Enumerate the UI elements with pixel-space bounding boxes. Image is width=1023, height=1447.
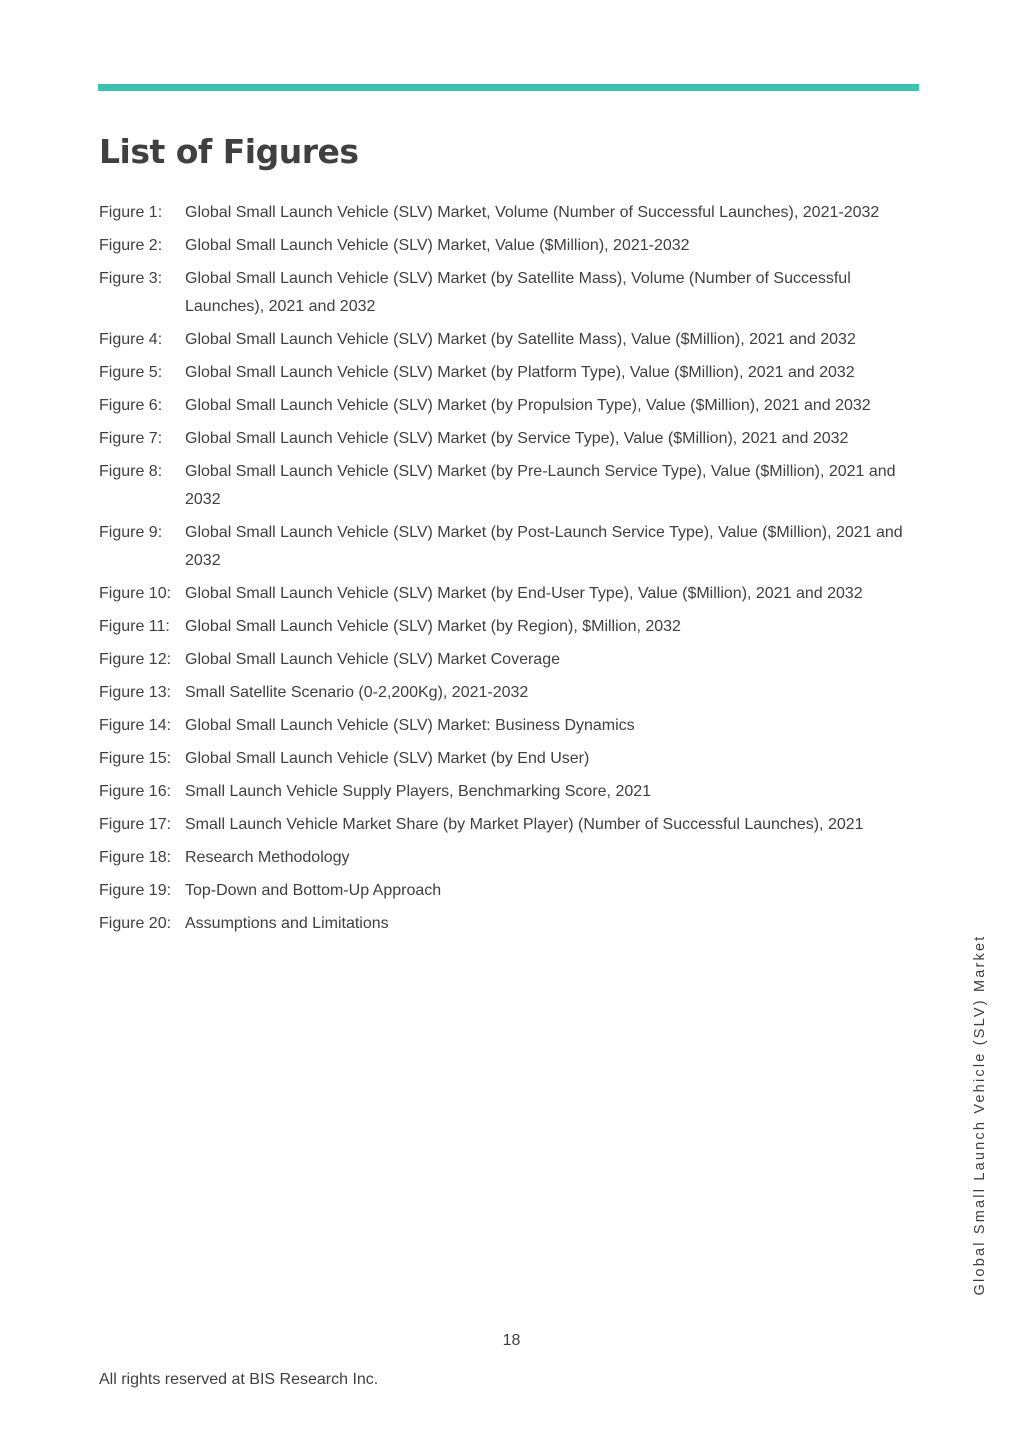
figure-entry xyxy=(99,519,921,575)
figure-number: Figure 20: xyxy=(99,915,172,932)
figure-caption: Global Small Launch Vehicle (SLV) Market (by Platform Type), Value ($Million), 2021 and 2032 xyxy=(185,364,855,381)
figure-caption: Top-Down and Bottom-Up Approach xyxy=(185,882,442,899)
figure-entry xyxy=(99,877,921,905)
figure-caption: Global Small Launch Vehicle (SLV) Market (by Service Type), Value ($Million), 2021 and 2032 xyxy=(185,430,849,447)
figure-entry xyxy=(99,712,921,740)
figure-entry xyxy=(99,232,921,260)
footer-copyright: All rights reserved at BIS Research Inc. xyxy=(99,1371,379,1388)
figure-number: Figure 3: xyxy=(99,270,163,287)
figure-list xyxy=(99,199,921,943)
figure-caption: Small Satellite Scenario (0-2,200Kg), 2021-2032 xyxy=(185,684,529,701)
figure-number: Figure 5: xyxy=(99,364,163,381)
figure-number: Figure 1: xyxy=(99,204,163,221)
figure-number: Figure 19: xyxy=(99,882,172,899)
figure-number: Figure 11: xyxy=(99,618,170,635)
figure-caption: Global Small Launch Vehicle (SLV) Market, Volume (Number of Successful Launches), 2021-2032 xyxy=(185,204,880,221)
figure-caption: Global Small Launch Vehicle (SLV) Market (by Pre-Launch Service Type), Value ($Million), 2021 and 2032 xyxy=(185,463,896,508)
figure-number: Figure 2: xyxy=(99,237,163,254)
page-title: List of Figures xyxy=(99,132,359,171)
figure-entry xyxy=(99,425,921,453)
figure-caption: Global Small Launch Vehicle (SLV) Market, Value ($Million), 2021-2032 xyxy=(185,237,690,254)
figure-entry xyxy=(99,326,921,354)
figure-entry xyxy=(99,910,921,938)
figure-number: Figure 15: xyxy=(99,750,172,767)
figure-number: Figure 7: xyxy=(99,430,163,447)
figure-caption: Global Small Launch Vehicle (SLV) Market (by Region), $Million, 2032 xyxy=(185,618,681,635)
figure-entry xyxy=(99,265,921,321)
figure-entry xyxy=(99,778,921,806)
figure-number: Figure 16: xyxy=(99,783,172,800)
figure-number: Figure 9: xyxy=(99,524,163,541)
figure-entry xyxy=(99,646,921,674)
figure-caption: Global Small Launch Vehicle (SLV) Market (by End-User Type), Value ($Million), 2021 and 2032 xyxy=(185,585,863,602)
figure-entry xyxy=(99,613,921,641)
figure-number: Figure 10: xyxy=(99,585,172,602)
header-accent-rule xyxy=(98,84,919,91)
side-running-title: Global Small Launch Vehicle (SLV) Market xyxy=(972,934,988,1296)
figure-entry xyxy=(99,844,921,872)
figure-caption: Assumptions and Limitations xyxy=(185,915,389,932)
figure-number: Figure 6: xyxy=(99,397,163,414)
figure-caption: Global Small Launch Vehicle (SLV) Market (by Propulsion Type), Value ($Million), 2021 and 2032 xyxy=(185,397,871,414)
figure-caption: Global Small Launch Vehicle (SLV) Market: Business Dynamics xyxy=(185,717,635,734)
figure-caption: Small Launch Vehicle Supply Players, Benchmarking Score, 2021 xyxy=(185,783,652,800)
figure-number: Figure 14: xyxy=(99,717,172,734)
figure-entry xyxy=(99,199,921,227)
figure-number: Figure 17: xyxy=(99,816,172,833)
figure-number: Figure 13: xyxy=(99,684,172,701)
figure-entry xyxy=(99,359,921,387)
figure-number: Figure 8: xyxy=(99,463,163,480)
figure-number: Figure 4: xyxy=(99,331,163,348)
figure-caption: Small Launch Vehicle Market Share (by Market Player) (Number of Successful Launches), 2021 xyxy=(185,816,864,833)
figure-entry xyxy=(99,458,921,514)
figure-entry xyxy=(99,679,921,707)
figure-caption: Global Small Launch Vehicle (SLV) Market (by Post-Launch Service Type), Value ($Million), 2021 and 2032 xyxy=(185,524,903,569)
figure-caption: Global Small Launch Vehicle (SLV) Market (by End User) xyxy=(185,750,590,767)
figure-caption: Global Small Launch Vehicle (SLV) Market Coverage xyxy=(185,651,560,668)
page-number: 18 xyxy=(502,1332,521,1349)
figure-entry xyxy=(99,580,921,608)
figure-entry xyxy=(99,392,921,420)
figure-caption: Global Small Launch Vehicle (SLV) Market (by Satellite Mass), Volume (Number of Successful Launches), 2021 and 2032 xyxy=(185,270,851,315)
figure-entry xyxy=(99,745,921,773)
figure-entry xyxy=(99,811,921,839)
figure-caption: Global Small Launch Vehicle (SLV) Market (by Satellite Mass), Value ($Million), 2021 and 2032 xyxy=(185,331,856,348)
figure-caption: Research Methodology xyxy=(185,849,350,866)
figure-number: Figure 18: xyxy=(99,849,172,866)
figure-number: Figure 12: xyxy=(99,651,172,668)
